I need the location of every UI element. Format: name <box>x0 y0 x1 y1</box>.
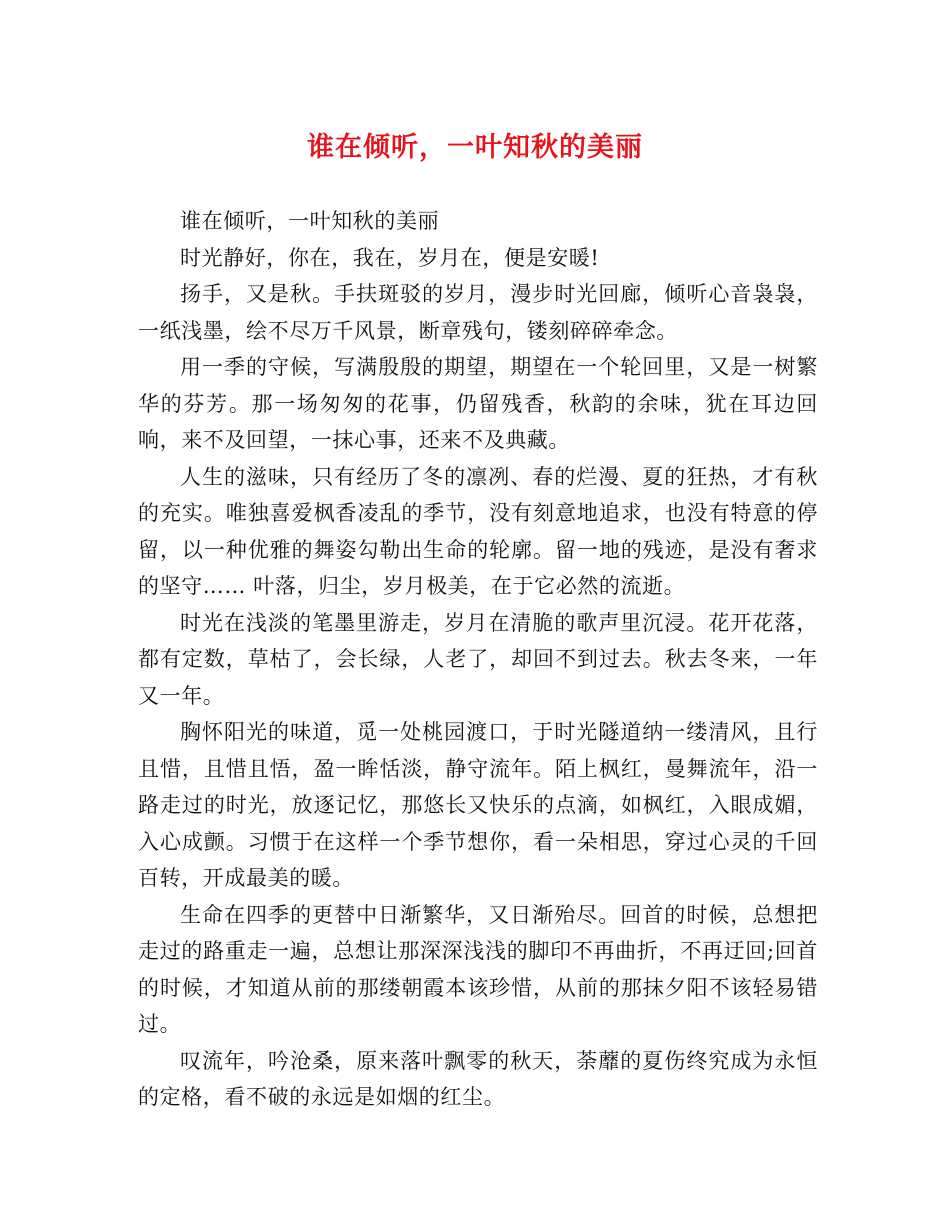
paragraph: 时光静好，你在，我在，岁月在，便是安暖! <box>180 245 600 270</box>
paragraph: 生命在四季的更替中日渐繁华，又日渐殆尽。回首的时候，总想把走过的路重走一遍，总想让那深深浅浅的脚印不再曲折，不再迂回;回首的时候，才知道从前的那缕朝霞本该珍惜，从前的那抹夕阳不该轻易错过。 <box>138 902 818 1036</box>
paragraph: 扬手，又是秋。手扶斑驳的岁月，漫步时光回廊，倾听心音袅袅，一纸浅墨，绘不尽万千风景，断章残句，镂刻碎碎牵念。 <box>138 282 818 343</box>
paragraph: 叹流年，吟沧桑，原来落叶飘零的秋天，荼蘼的夏伤终究成为永恒的定格，看不破的永远是如烟的红尘。 <box>138 1048 818 1109</box>
paragraph: 胸怀阳光的味道，觅一处桃园渡口，于时光隧道纳一缕清风，且行且惜，且惜且悟，盈一眸恬淡，静守流年。陌上枫红，曼舞流年，沿一路走过的时光，放逐记忆，那悠长又快乐的点滴，如枫红，入眼成媚，入心成颤。习惯于在这样一个季节想你，看一朵相思，穿过心灵的千回百转，开成最美的暖。 <box>138 720 818 890</box>
document-body <box>138 203 818 1116</box>
paragraph: 谁在倾听，一叶知秋的美丽 <box>180 209 440 233</box>
paragraph: 时光在浅淡的笔墨里游走，岁月在清脆的歌声里沉浸。花开花落，都有定数，草枯了，会长绿，人老了，却回不到过去。秋去冬来，一年又一年。 <box>138 610 818 708</box>
document-title: 谁在倾听，一叶知秋的美丽 <box>307 132 643 163</box>
paragraph: 人生的滋味，只有经历了冬的凛冽、春的烂漫、夏的狂热，才有秋的充实。唯独喜爱枫香凌乱的季节，没有刻意地追求，也没有特意的停留，以一种优雅的舞姿勾勒出生命的轮廓。留一地的残迹，是没有奢求的坚守…… 叶落，归尘，岁月极美，在于它必然的流逝。 <box>138 464 818 598</box>
paragraph: 用一季的守候，写满殷殷的期望，期望在一个轮回里，又是一树繁华的芬芳。那一场匆匆的花事，仍留残香，秋韵的余味，犹在耳边回响，来不及回望，一抹心事，还来不及典藏。 <box>138 355 818 452</box>
